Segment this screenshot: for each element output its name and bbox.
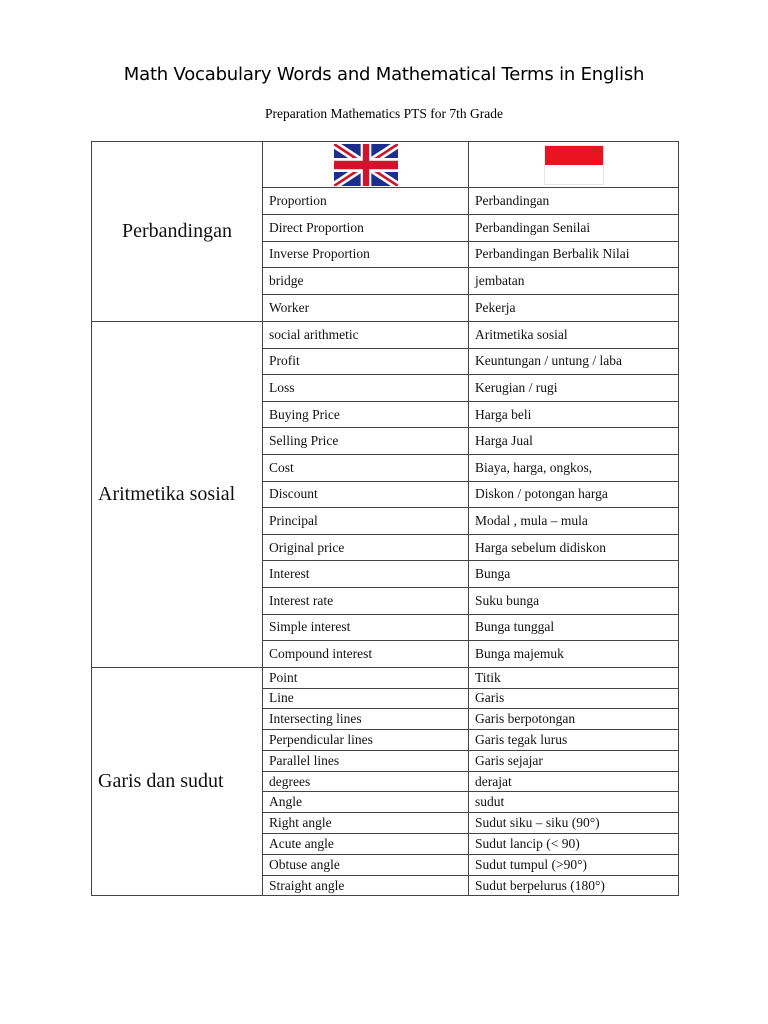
indonesian-term: Perbandingan [469,188,679,215]
indonesian-term: Harga Jual [469,428,679,455]
indonesian-term: Sudut lancip (< 90) [469,834,679,855]
english-term: Interest [263,561,469,588]
english-term: Discount [263,481,469,508]
english-term: bridge [263,268,469,295]
indonesian-term: Suku bunga [469,587,679,614]
indonesian-term: Garis tegak lurus [469,730,679,751]
english-term: Worker [263,295,469,322]
english-term: Profit [263,348,469,375]
english-term: Original price [263,534,469,561]
english-term: Point [263,667,469,688]
section-label-perbandingan: Perbandingan [92,142,263,322]
english-term: Parallel lines [263,750,469,771]
indonesian-term: Garis [469,688,679,709]
indonesian-term: Titik [469,667,679,688]
indonesian-term: Harga beli [469,401,679,428]
english-term: social arithmetic [263,321,469,348]
english-term: Inverse Proportion [263,241,469,268]
english-column-header [263,142,469,188]
english-term: Cost [263,454,469,481]
english-term: Direct Proportion [263,214,469,241]
indonesian-term: sudut [469,792,679,813]
english-term: Loss [263,375,469,402]
indonesian-term: Keuntungan / untung / laba [469,348,679,375]
english-term: Angle [263,792,469,813]
indonesian-column-header [469,142,679,188]
english-term: Proportion [263,188,469,215]
uk-flag-icon [334,144,398,186]
indonesian-term: derajat [469,771,679,792]
indonesian-term: Aritmetika sosial [469,321,679,348]
indonesian-term: jembatan [469,268,679,295]
english-term: Straight angle [263,875,469,896]
indonesian-term: Bunga majemuk [469,641,679,668]
english-term: Principal [263,508,469,535]
english-term: Intersecting lines [263,709,469,730]
english-term: Obtuse angle [263,854,469,875]
english-term: Interest rate [263,587,469,614]
english-term: Buying Price [263,401,469,428]
section-label-garis-dan-sudut: Garis dan sudut [92,667,263,896]
english-term: Selling Price [263,428,469,455]
indonesian-term: Garis sejajar [469,750,679,771]
indonesian-term: Biaya, harga, ongkos, [469,454,679,481]
indonesian-term: Sudut tumpul (>90°) [469,854,679,875]
page-subtitle: Preparation Mathematics PTS for 7th Grade [264,106,504,121]
table-row [92,321,679,348]
indonesian-term: Bunga [469,561,679,588]
english-term: Right angle [263,813,469,834]
english-term: Perpendicular lines [263,730,469,751]
indonesian-term: Bunga tunggal [469,614,679,641]
english-term: Acute angle [263,834,469,855]
section-label-aritmetika-sosial: Aritmetika sosial [92,321,263,667]
indonesian-term: Modal , mula – mula [469,508,679,535]
indonesian-term: Perbandingan Berbalik Nilai [469,241,679,268]
indonesian-term: Harga sebelum didiskon [469,534,679,561]
indonesian-term: Perbandingan Senilai [469,214,679,241]
indonesia-flag-icon [544,145,604,185]
indonesian-term: Sudut berpelurus (180°) [469,875,679,896]
indonesian-term: Diskon / potongan harga [469,481,679,508]
flag-header-row [92,142,679,188]
indonesian-term: Kerugian / rugi [469,375,679,402]
indonesian-term: Garis berpotongan [469,709,679,730]
vocabulary-table [91,141,679,896]
page-title: Math Vocabulary Words and Mathematical Terms in English [123,64,645,85]
english-term: Line [263,688,469,709]
indonesian-term: Sudut siku – siku (90°) [469,813,679,834]
english-term: degrees [263,771,469,792]
english-term: Simple interest [263,614,469,641]
english-term: Compound interest [263,641,469,668]
table-row [92,667,679,688]
indonesian-term: Pekerja [469,295,679,322]
